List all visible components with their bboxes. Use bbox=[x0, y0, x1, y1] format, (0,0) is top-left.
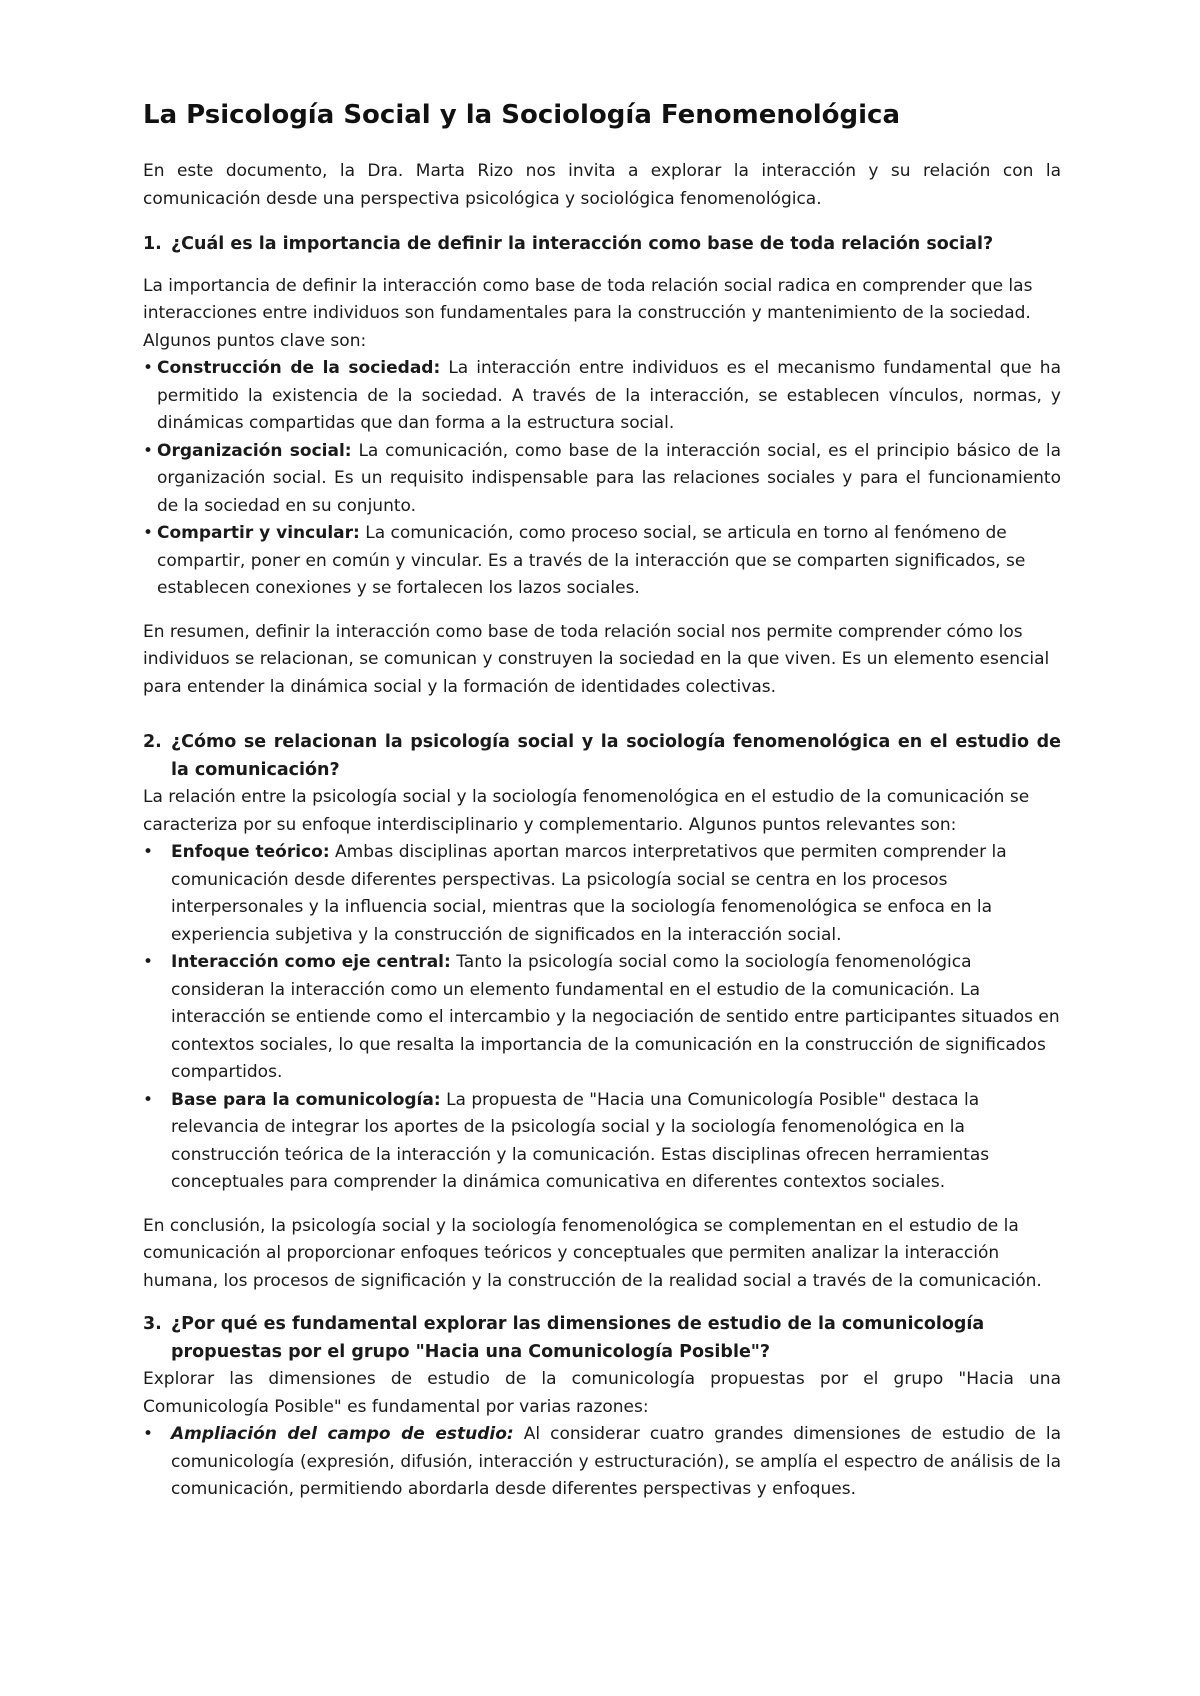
section-2-lead: La relación entre la psicología social y la sociología fenomenológica en el estudio de la comunicación se caracteriza por su enfoque interdisciplinario y complementario. Algunos puntos relevantes son: bbox=[143, 787, 1030, 835]
section-number: 3. bbox=[143, 1314, 162, 1334]
item-term: Construcción de la sociedad: bbox=[157, 358, 441, 378]
item-text: Ambas disciplinas aportan marcos interpretativos que permiten comprender la comunicación desde diferentes perspectivas. La psicología social se centra en los procesos interpersonales y la influencia social, mientras que la sociología fenomenológica se enfoca en la experiencia subjetiva y la construcción de significados en la interacción social. bbox=[171, 842, 1007, 945]
bullet-icon: • bbox=[143, 440, 154, 461]
list-item bbox=[143, 438, 1061, 521]
item-text: La interacción entre individuos es el mecanismo fundamental que ha permitido la existencia de la sociedad. A través de la interacción, se establecen vínculos, normas, y dinámicas compartidas que dan forma a la estructura social. bbox=[157, 358, 1061, 433]
item-text: La comunicación, como proceso social, se articula en torno al fenómeno de compartir, poner en común y vincular. Es a través de la interacción que se comparten significados, se establecen conexiones y se fortalecen los lazos sociales. bbox=[157, 523, 1026, 598]
list-item bbox=[143, 1087, 1061, 1197]
section-2-list bbox=[143, 839, 1061, 1197]
section-3-list bbox=[143, 1421, 1061, 1504]
item-term: Organización social: bbox=[157, 440, 352, 461]
item-text: La comunicación, como base de la interacción social, es el principio básico de la organización social. Es un requisito indispensable para las relaciones sociales y para el funcionamiento de la sociedad en su conjunto. bbox=[157, 440, 1061, 516]
item-term: Compartir y vincular: bbox=[157, 523, 360, 543]
bullet-icon: • bbox=[143, 1424, 154, 1444]
section-2-summary: En conclusión, la psicología social y la sociología fenomenológica se complementan en el estudio de la comunicación al proporcionar enfoques teóricos y conceptuales que permiten analizar la interacción humana, los procesos de significación y la construcción de la realidad social a través de la comunicación. bbox=[143, 1215, 1042, 1291]
item-term: Interacción como eje central: bbox=[171, 952, 451, 972]
question-text: ¿Por qué es fundamental explorar las dimensiones de estudio de la comunicología propuestas por el grupo "Hacia una Comunicología Posible"? bbox=[171, 1314, 985, 1362]
bullet-icon: • bbox=[143, 523, 154, 543]
bullet-icon: • bbox=[143, 842, 154, 862]
item-term: Base para la comunicología: bbox=[171, 1089, 441, 1110]
section-1-list bbox=[143, 355, 1061, 603]
list-item bbox=[143, 355, 1061, 438]
list-item bbox=[143, 949, 1061, 1087]
section-number: 2. bbox=[143, 732, 162, 752]
section-3-question bbox=[143, 1311, 1061, 1366]
list-item bbox=[143, 1421, 1061, 1504]
item-term: Enfoque teórico: bbox=[171, 842, 330, 862]
section-1-summary: En resumen, definir la interacción como base de toda relación social nos permite comprender cómo los individuos se relacionan, se comunican y construyen la sociedad en la que viven. Es un elemento esencial para entender la dinámica social y la formación de identidades colectivas. bbox=[143, 621, 1050, 697]
item-term: Ampliación del campo de estudio: bbox=[171, 1424, 514, 1444]
section-number: 1. bbox=[143, 234, 162, 254]
section-1-question bbox=[143, 231, 1061, 259]
list-item bbox=[143, 839, 1061, 949]
section-1-lead: La importancia de definir la interacción como base de toda relación social radica en comprender que las interacciones entre individuos son fundamentales para la construcción y mantenimiento de la sociedad. Algunos puntos clave son: bbox=[143, 275, 1033, 351]
bullet-icon: • bbox=[143, 952, 154, 972]
section-2-question bbox=[143, 729, 1061, 784]
list-item bbox=[143, 520, 1061, 603]
question-text: ¿Cómo se relacionan la psicología social y la sociología fenomenológica en el estudio de la comunicación? bbox=[171, 732, 1061, 780]
section-3-lead: Explorar las dimensiones de estudio de la comunicología propuestas por el grupo "Hacia una Comunicología Posible" es fundamental por varias razones: bbox=[143, 1369, 1061, 1417]
intro-paragraph: En este documento, la Dra. Marta Rizo nos invita a explorar la interacción y su relación con la comunicación desde una perspectiva psicológica y sociológica fenomenológica. bbox=[143, 161, 1061, 209]
item-text: La propuesta de "Hacia una Comunicología Posible" destaca la relevancia de integrar los aportes de la psicología social y la sociología fenomenológica en la construcción teórica de la interacción y la comunicación. Estas disciplinas ofrecen herramientas conceptuales para comprender la dinámica comunicativa en diferentes contextos sociales. bbox=[171, 1089, 990, 1192]
item-text: Tanto la psicología social como la sociología fenomenológica consideran la interacción como un elemento fundamental en el estudio de la comunicación. La interacción se entiende como el intercambio y la negociación de sentido entre participantes situados en contextos sociales, lo que resalta la importancia de la comunicación en la construcción de significados compartidos. bbox=[171, 952, 1060, 1082]
item-text: Al considerar cuatro grandes dimensiones de estudio de la comunicología (expresión, difusión, interacción y estructuración), se amplía el espectro de análisis de la comunicación, permitiendo abordarla desde diferentes perspectivas y enfoques. bbox=[171, 1424, 1061, 1499]
question-text: ¿Cuál es la importancia de definir la interacción como base de toda relación social? bbox=[171, 234, 994, 254]
bullet-icon: • bbox=[143, 1089, 154, 1110]
bullet-icon: • bbox=[143, 358, 154, 378]
document-title: La Psicología Social y la Sociología Fenomenológica bbox=[143, 100, 900, 130]
document-page bbox=[143, 98, 1061, 1504]
